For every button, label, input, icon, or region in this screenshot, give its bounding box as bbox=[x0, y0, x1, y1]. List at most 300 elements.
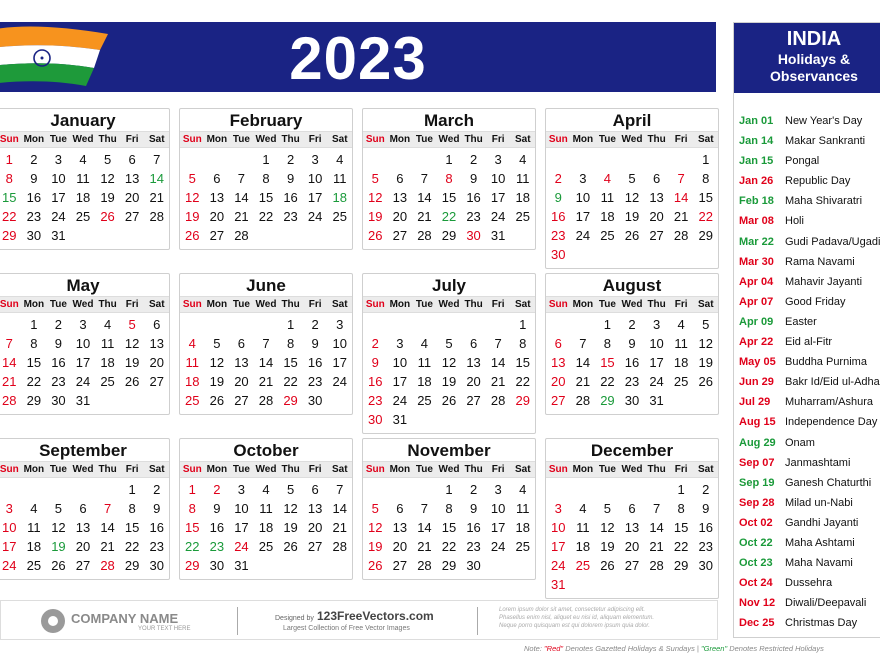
weekday-label: Sun bbox=[365, 464, 385, 475]
empty-cell bbox=[546, 315, 571, 334]
weekday-label: Sat bbox=[148, 134, 165, 145]
day-cell: 19 bbox=[51, 539, 66, 554]
day-cell: 17 bbox=[2, 539, 17, 554]
day-cell: 27 bbox=[149, 374, 164, 389]
day-cell: 1 bbox=[5, 152, 13, 167]
day-cell: 1 bbox=[702, 152, 710, 167]
weekday-label: Tue bbox=[232, 299, 250, 310]
day-cell: 2 bbox=[286, 152, 295, 167]
day-cell: 10 bbox=[2, 520, 17, 535]
day-cell: 15 bbox=[2, 190, 17, 205]
lorem-line: Lorem ipsum dolor sit amet, consectetur adipiscing elit. bbox=[499, 607, 646, 613]
day-cell: 7 bbox=[652, 501, 661, 516]
weekday-label: Sat bbox=[697, 134, 714, 145]
weekday-label: Sat bbox=[514, 299, 531, 310]
empty-cell bbox=[546, 150, 571, 169]
day-cell: 23 bbox=[551, 228, 566, 243]
weekday-label: Tue bbox=[598, 299, 616, 310]
day-cell: 9 bbox=[469, 501, 478, 516]
holiday-date: May 05 bbox=[739, 356, 776, 369]
day-cell: 18 bbox=[600, 209, 615, 224]
day-cell: 5 bbox=[371, 171, 379, 186]
day-cell: 12 bbox=[124, 336, 140, 351]
day-cell: 19 bbox=[624, 209, 640, 224]
day-cell: 5 bbox=[188, 171, 196, 186]
day-cell: 30 bbox=[26, 228, 42, 243]
holiday-name: Bakr Id/Eid ul-Adha bbox=[785, 376, 880, 389]
day-cell: 27 bbox=[649, 228, 664, 243]
holiday-name: Independence Day bbox=[785, 416, 878, 429]
holiday-row bbox=[734, 372, 880, 392]
empty-cell bbox=[95, 480, 120, 499]
weekday-label: Sat bbox=[148, 299, 165, 310]
weekday-label: Thu bbox=[647, 464, 666, 475]
weekday-header bbox=[363, 461, 535, 478]
company-logo-icon bbox=[41, 609, 65, 633]
day-cell: 9 bbox=[311, 336, 319, 351]
holiday-row bbox=[734, 412, 880, 432]
day-cell: 20 bbox=[149, 355, 164, 370]
day-cell: 4 bbox=[262, 482, 270, 497]
empty-cell bbox=[620, 150, 645, 169]
day-cell: 2 bbox=[54, 317, 63, 332]
holiday-row bbox=[734, 292, 880, 312]
day-cell: 7 bbox=[420, 501, 429, 516]
day-cell: 19 bbox=[124, 355, 140, 370]
month-december bbox=[545, 438, 719, 599]
day-cell: 10 bbox=[649, 336, 664, 351]
day-cell: 24 bbox=[490, 209, 506, 224]
weekday-label: Mon bbox=[206, 134, 228, 145]
day-cell: 7 bbox=[579, 336, 587, 351]
day-cell: 20 bbox=[649, 209, 664, 224]
holiday-date: Jun 29 bbox=[739, 376, 774, 389]
empty-cell bbox=[571, 315, 596, 334]
day-cell: 10 bbox=[51, 171, 66, 186]
holiday-name: Maha Ashtami bbox=[785, 536, 855, 549]
day-cell: 1 bbox=[519, 317, 527, 332]
day-cell: 5 bbox=[128, 317, 136, 332]
day-cell: 21 bbox=[234, 209, 249, 224]
day-cell: 10 bbox=[332, 336, 347, 351]
weekday-label: Sat bbox=[697, 464, 714, 475]
day-cell: 23 bbox=[368, 393, 383, 408]
day-cell: 8 bbox=[445, 501, 453, 516]
day-cell: 22 bbox=[441, 539, 457, 554]
day-cell: 14 bbox=[258, 355, 274, 370]
day-cell: 5 bbox=[213, 336, 221, 351]
day-cell: 12 bbox=[368, 190, 383, 205]
day-cell: 23 bbox=[698, 539, 713, 554]
day-cell: 9 bbox=[469, 171, 478, 186]
empty-cell bbox=[180, 315, 205, 334]
day-cell: 2 bbox=[469, 152, 478, 167]
day-cell: 7 bbox=[336, 482, 344, 497]
holiday-date: Nov 12 bbox=[739, 597, 776, 610]
holiday-name: Mahavir Jayanti bbox=[785, 275, 863, 288]
day-cell: 17 bbox=[490, 520, 506, 535]
day-cell: 25 bbox=[417, 393, 432, 408]
weekday-label: Thu bbox=[464, 299, 483, 310]
weekday-label: Sat bbox=[331, 464, 348, 475]
day-cell: 2 bbox=[213, 482, 221, 497]
holiday-name: Easter bbox=[785, 315, 817, 328]
day-cell: 15 bbox=[673, 520, 689, 535]
day-cell: 23 bbox=[149, 539, 164, 554]
weekday-label: Wed bbox=[72, 134, 94, 145]
weekday-label: Mon bbox=[572, 464, 594, 475]
day-cell: 23 bbox=[209, 539, 225, 554]
day-cell: 12 bbox=[209, 355, 225, 370]
day-cell: 17 bbox=[332, 355, 347, 370]
holiday-row bbox=[734, 392, 880, 412]
day-cell: 29 bbox=[441, 228, 457, 243]
month-title: July bbox=[431, 276, 467, 295]
day-cell: 12 bbox=[624, 190, 640, 205]
holiday-name: Republic Day bbox=[785, 175, 851, 188]
holiday-date: Apr 09 bbox=[739, 315, 774, 328]
weekday-label: Fri bbox=[125, 464, 139, 475]
day-grid bbox=[363, 313, 535, 433]
weekday-header bbox=[363, 131, 535, 148]
empty-cell bbox=[0, 480, 22, 499]
day-cell: 3 bbox=[579, 171, 587, 186]
day-cell: 4 bbox=[79, 152, 87, 167]
holiday-name: New Year's Day bbox=[785, 115, 863, 127]
day-cell: 5 bbox=[445, 336, 453, 351]
day-cell: 27 bbox=[209, 228, 225, 243]
month-title: May bbox=[66, 276, 100, 295]
weekday-label: Mon bbox=[389, 134, 411, 145]
day-cell: 8 bbox=[286, 336, 295, 351]
day-cell: 24 bbox=[234, 539, 249, 554]
holiday-name: Dussehra bbox=[785, 577, 833, 590]
weekday-label: Thu bbox=[281, 299, 300, 310]
day-cell: 26 bbox=[51, 558, 66, 573]
day-cell: 16 bbox=[698, 520, 713, 535]
day-cell: 25 bbox=[100, 374, 115, 389]
day-cell: 9 bbox=[213, 501, 221, 516]
day-cell: 5 bbox=[54, 501, 63, 516]
holiday-date: Sep 28 bbox=[739, 496, 775, 509]
holiday-name: Maha Navami bbox=[785, 557, 853, 570]
holiday-name: Gandhi Jayanti bbox=[785, 516, 859, 529]
day-cell: 20 bbox=[124, 190, 140, 205]
day-cell: 9 bbox=[30, 171, 38, 186]
day-cell: 26 bbox=[698, 374, 713, 389]
day-cell: 25 bbox=[673, 374, 689, 389]
day-cell: 30 bbox=[368, 412, 383, 427]
note-green-word: "Green" bbox=[700, 644, 728, 653]
weekday-label: Tue bbox=[49, 134, 67, 145]
day-cell: 12 bbox=[368, 520, 383, 535]
designer-prefix: Designed by bbox=[275, 615, 314, 622]
day-cell: 21 bbox=[258, 374, 274, 389]
day-cell: 9 bbox=[702, 501, 710, 516]
day-cell: 4 bbox=[519, 152, 527, 167]
day-cell: 6 bbox=[128, 152, 136, 167]
legend-note bbox=[524, 644, 824, 653]
day-cell: 12 bbox=[441, 355, 457, 370]
weekday-label: Sat bbox=[331, 134, 348, 145]
holiday-date: Oct 02 bbox=[739, 516, 773, 529]
day-cell: 4 bbox=[188, 336, 196, 351]
holiday-date: Jul 29 bbox=[739, 396, 771, 409]
weekday-label: Sun bbox=[182, 464, 202, 475]
holiday-name: Rama Navami bbox=[785, 255, 855, 268]
day-cell: 16 bbox=[283, 190, 298, 205]
weekday-label: Tue bbox=[49, 299, 67, 310]
weekday-label: Thu bbox=[281, 464, 300, 475]
holiday-date: Mar 08 bbox=[739, 215, 774, 228]
weekday-label: Sun bbox=[548, 134, 568, 145]
day-cell: 14 bbox=[673, 190, 689, 205]
empty-cell bbox=[571, 480, 596, 499]
weekday-label: Wed bbox=[255, 299, 277, 310]
day-cell: 2 bbox=[30, 152, 38, 167]
day-cell: 27 bbox=[392, 558, 408, 573]
day-grid bbox=[363, 148, 535, 249]
month-title: January bbox=[50, 111, 116, 130]
day-cell: 13 bbox=[75, 520, 91, 535]
day-cell: 2 bbox=[628, 317, 636, 332]
day-cell: 31 bbox=[75, 393, 91, 408]
day-cell: 14 bbox=[417, 520, 432, 535]
holiday-date: Oct 23 bbox=[739, 557, 773, 570]
day-cell: 27 bbox=[307, 539, 323, 554]
day-cell: 8 bbox=[677, 501, 685, 516]
weekday-label: Tue bbox=[415, 464, 433, 475]
company-name: COMPANY NAME bbox=[71, 611, 179, 626]
day-cell: 19 bbox=[441, 374, 457, 389]
weekday-label: Fri bbox=[491, 299, 505, 310]
day-cell: 26 bbox=[368, 228, 383, 243]
day-cell: 31 bbox=[649, 393, 664, 408]
weekday-label: Fri bbox=[308, 134, 322, 145]
weekday-label: Sun bbox=[0, 134, 19, 145]
day-cell: 20 bbox=[624, 539, 640, 554]
note-red-word: "Red" bbox=[544, 644, 564, 653]
empty-cell bbox=[486, 315, 511, 334]
weekday-label: Fri bbox=[308, 299, 322, 310]
day-cell: 4 bbox=[30, 501, 38, 516]
day-cell: 28 bbox=[332, 539, 347, 554]
day-cell: 24 bbox=[51, 209, 66, 224]
day-cell: 23 bbox=[283, 209, 298, 224]
day-cell: 21 bbox=[575, 374, 591, 389]
day-cell: 4 bbox=[603, 171, 612, 186]
holiday-name: Makar Sankranti bbox=[785, 135, 866, 148]
day-cell: 2 bbox=[554, 171, 562, 186]
day-cell: 17 bbox=[392, 374, 408, 389]
day-cell: 19 bbox=[209, 374, 225, 389]
holiday-name: Good Friday bbox=[785, 295, 846, 308]
note-prefix: Note: bbox=[524, 644, 545, 653]
empty-cell bbox=[571, 150, 596, 169]
day-cell: 30 bbox=[624, 393, 640, 408]
day-cell: 24 bbox=[2, 558, 17, 573]
weekday-label: Thu bbox=[98, 299, 117, 310]
weekday-label: Tue bbox=[415, 134, 433, 145]
month-title: December bbox=[590, 441, 674, 460]
day-cell: 22 bbox=[283, 374, 298, 389]
weekday-label: Wed bbox=[621, 134, 643, 145]
day-cell: 11 bbox=[674, 336, 688, 351]
day-cell: 26 bbox=[185, 228, 200, 243]
day-cell: 21 bbox=[149, 190, 164, 205]
day-cell: 25 bbox=[600, 228, 615, 243]
day-cell: 20 bbox=[307, 520, 323, 535]
day-cell: 14 bbox=[332, 501, 347, 516]
day-cell: 7 bbox=[494, 336, 502, 351]
day-cell: 31 bbox=[551, 577, 566, 592]
day-cell: 8 bbox=[5, 171, 13, 186]
day-cell: 24 bbox=[575, 228, 591, 243]
company-subtext: YOUR TEXT HERE bbox=[138, 626, 191, 632]
weekday-label: Tue bbox=[598, 464, 616, 475]
day-cell: 16 bbox=[209, 520, 225, 535]
weekday-header bbox=[180, 131, 352, 148]
weekday-label: Wed bbox=[438, 464, 460, 475]
day-cell: 13 bbox=[649, 190, 664, 205]
day-cell: 26 bbox=[368, 558, 383, 573]
empty-cell bbox=[546, 480, 571, 499]
holiday-date: Jan 15 bbox=[739, 155, 774, 168]
day-cell: 4 bbox=[336, 152, 344, 167]
day-cell: 16 bbox=[551, 209, 566, 224]
day-cell: 24 bbox=[332, 374, 347, 389]
day-cell: 21 bbox=[673, 209, 689, 224]
day-cell: 8 bbox=[702, 171, 710, 186]
day-cell: 13 bbox=[392, 520, 408, 535]
day-cell: 18 bbox=[515, 190, 530, 205]
day-cell: 11 bbox=[600, 190, 615, 205]
day-cell: 22 bbox=[124, 539, 140, 554]
day-cell: 14 bbox=[490, 355, 506, 370]
weekday-label: Sat bbox=[514, 464, 531, 475]
day-cell: 20 bbox=[209, 209, 225, 224]
day-cell: 25 bbox=[258, 539, 274, 554]
empty-cell bbox=[254, 315, 279, 334]
day-cell: 3 bbox=[336, 317, 344, 332]
month-november bbox=[362, 438, 536, 580]
day-cell: 12 bbox=[698, 336, 713, 351]
footer bbox=[0, 600, 718, 640]
holiday-name: Eid al-Fitr bbox=[785, 336, 833, 349]
day-cell: 15 bbox=[185, 520, 200, 535]
day-cell: 6 bbox=[396, 501, 404, 516]
empty-cell bbox=[437, 315, 462, 334]
day-cell: 29 bbox=[26, 393, 42, 408]
day-cell: 30 bbox=[51, 393, 66, 408]
lorem-line: Phasellus enim nisl, aliquet eu nisi id, aliquam elementum. bbox=[499, 615, 655, 621]
holiday-row bbox=[734, 171, 880, 191]
empty-cell bbox=[46, 480, 71, 499]
month-title: September bbox=[39, 441, 127, 460]
month-july bbox=[362, 273, 536, 434]
day-grid bbox=[546, 148, 718, 268]
weekday-label: Wed bbox=[621, 299, 643, 310]
day-cell: 2 bbox=[311, 317, 319, 332]
day-cell: 21 bbox=[649, 539, 664, 554]
day-cell: 18 bbox=[75, 190, 91, 205]
weekday-label: Fri bbox=[674, 464, 688, 475]
day-cell: 28 bbox=[490, 393, 506, 408]
holiday-date: Oct 22 bbox=[739, 536, 773, 549]
holiday-date: Sep 19 bbox=[739, 476, 775, 489]
day-cell: 12 bbox=[283, 501, 298, 516]
day-cell: 17 bbox=[51, 190, 66, 205]
day-cell: 21 bbox=[417, 209, 432, 224]
day-cell: 2 bbox=[153, 482, 161, 497]
holiday-row bbox=[734, 191, 880, 211]
day-cell: 18 bbox=[26, 539, 42, 554]
weekday-label: Thu bbox=[464, 134, 483, 145]
day-cell: 22 bbox=[441, 209, 457, 224]
weekday-header bbox=[546, 461, 718, 478]
day-cell: 15 bbox=[283, 355, 298, 370]
day-cell: 3 bbox=[554, 501, 562, 516]
day-cell: 23 bbox=[466, 539, 481, 554]
day-cell: 13 bbox=[624, 520, 640, 535]
day-cell: 11 bbox=[100, 336, 115, 351]
day-grid bbox=[0, 313, 169, 414]
day-cell: 27 bbox=[551, 393, 566, 408]
day-cell: 17 bbox=[234, 520, 249, 535]
holiday-date: Apr 22 bbox=[739, 336, 774, 349]
day-cell: 11 bbox=[76, 171, 90, 186]
day-cell: 22 bbox=[515, 374, 530, 389]
weekday-label: Wed bbox=[438, 299, 460, 310]
day-cell: 25 bbox=[185, 393, 200, 408]
day-cell: 16 bbox=[307, 355, 323, 370]
empty-cell bbox=[363, 150, 388, 169]
day-cell: 28 bbox=[649, 558, 664, 573]
day-cell: 28 bbox=[258, 393, 274, 408]
day-cell: 16 bbox=[368, 374, 383, 389]
day-cell: 24 bbox=[75, 374, 91, 389]
weekday-label: Sun bbox=[365, 134, 385, 145]
day-cell: 1 bbox=[603, 317, 612, 332]
day-cell: 8 bbox=[30, 336, 38, 351]
day-cell: 3 bbox=[237, 482, 246, 497]
weekday-label: Tue bbox=[49, 464, 67, 475]
day-cell: 26 bbox=[624, 228, 640, 243]
day-cell: 22 bbox=[673, 539, 689, 554]
day-cell: 1 bbox=[445, 482, 453, 497]
day-cell: 4 bbox=[420, 336, 429, 351]
day-cell: 1 bbox=[188, 482, 196, 497]
weekday-label: Sun bbox=[182, 134, 202, 145]
day-cell: 10 bbox=[551, 520, 566, 535]
day-grid bbox=[180, 313, 352, 414]
holiday-name: Muharram/Ashura bbox=[785, 396, 874, 409]
day-cell: 13 bbox=[551, 355, 566, 370]
day-cell: 4 bbox=[677, 317, 685, 332]
day-cell: 9 bbox=[153, 501, 161, 516]
empty-cell bbox=[229, 150, 254, 169]
weekday-label: Tue bbox=[232, 464, 250, 475]
weekday-label: Tue bbox=[415, 299, 433, 310]
empty-cell bbox=[388, 150, 413, 169]
day-cell: 23 bbox=[466, 209, 481, 224]
weekday-label: Wed bbox=[72, 299, 94, 310]
weekday-label: Mon bbox=[389, 299, 411, 310]
year-title: 2023 bbox=[289, 25, 427, 92]
empty-cell bbox=[620, 480, 645, 499]
holiday-row bbox=[734, 433, 880, 453]
holiday-name: Christmas Day bbox=[785, 617, 858, 630]
